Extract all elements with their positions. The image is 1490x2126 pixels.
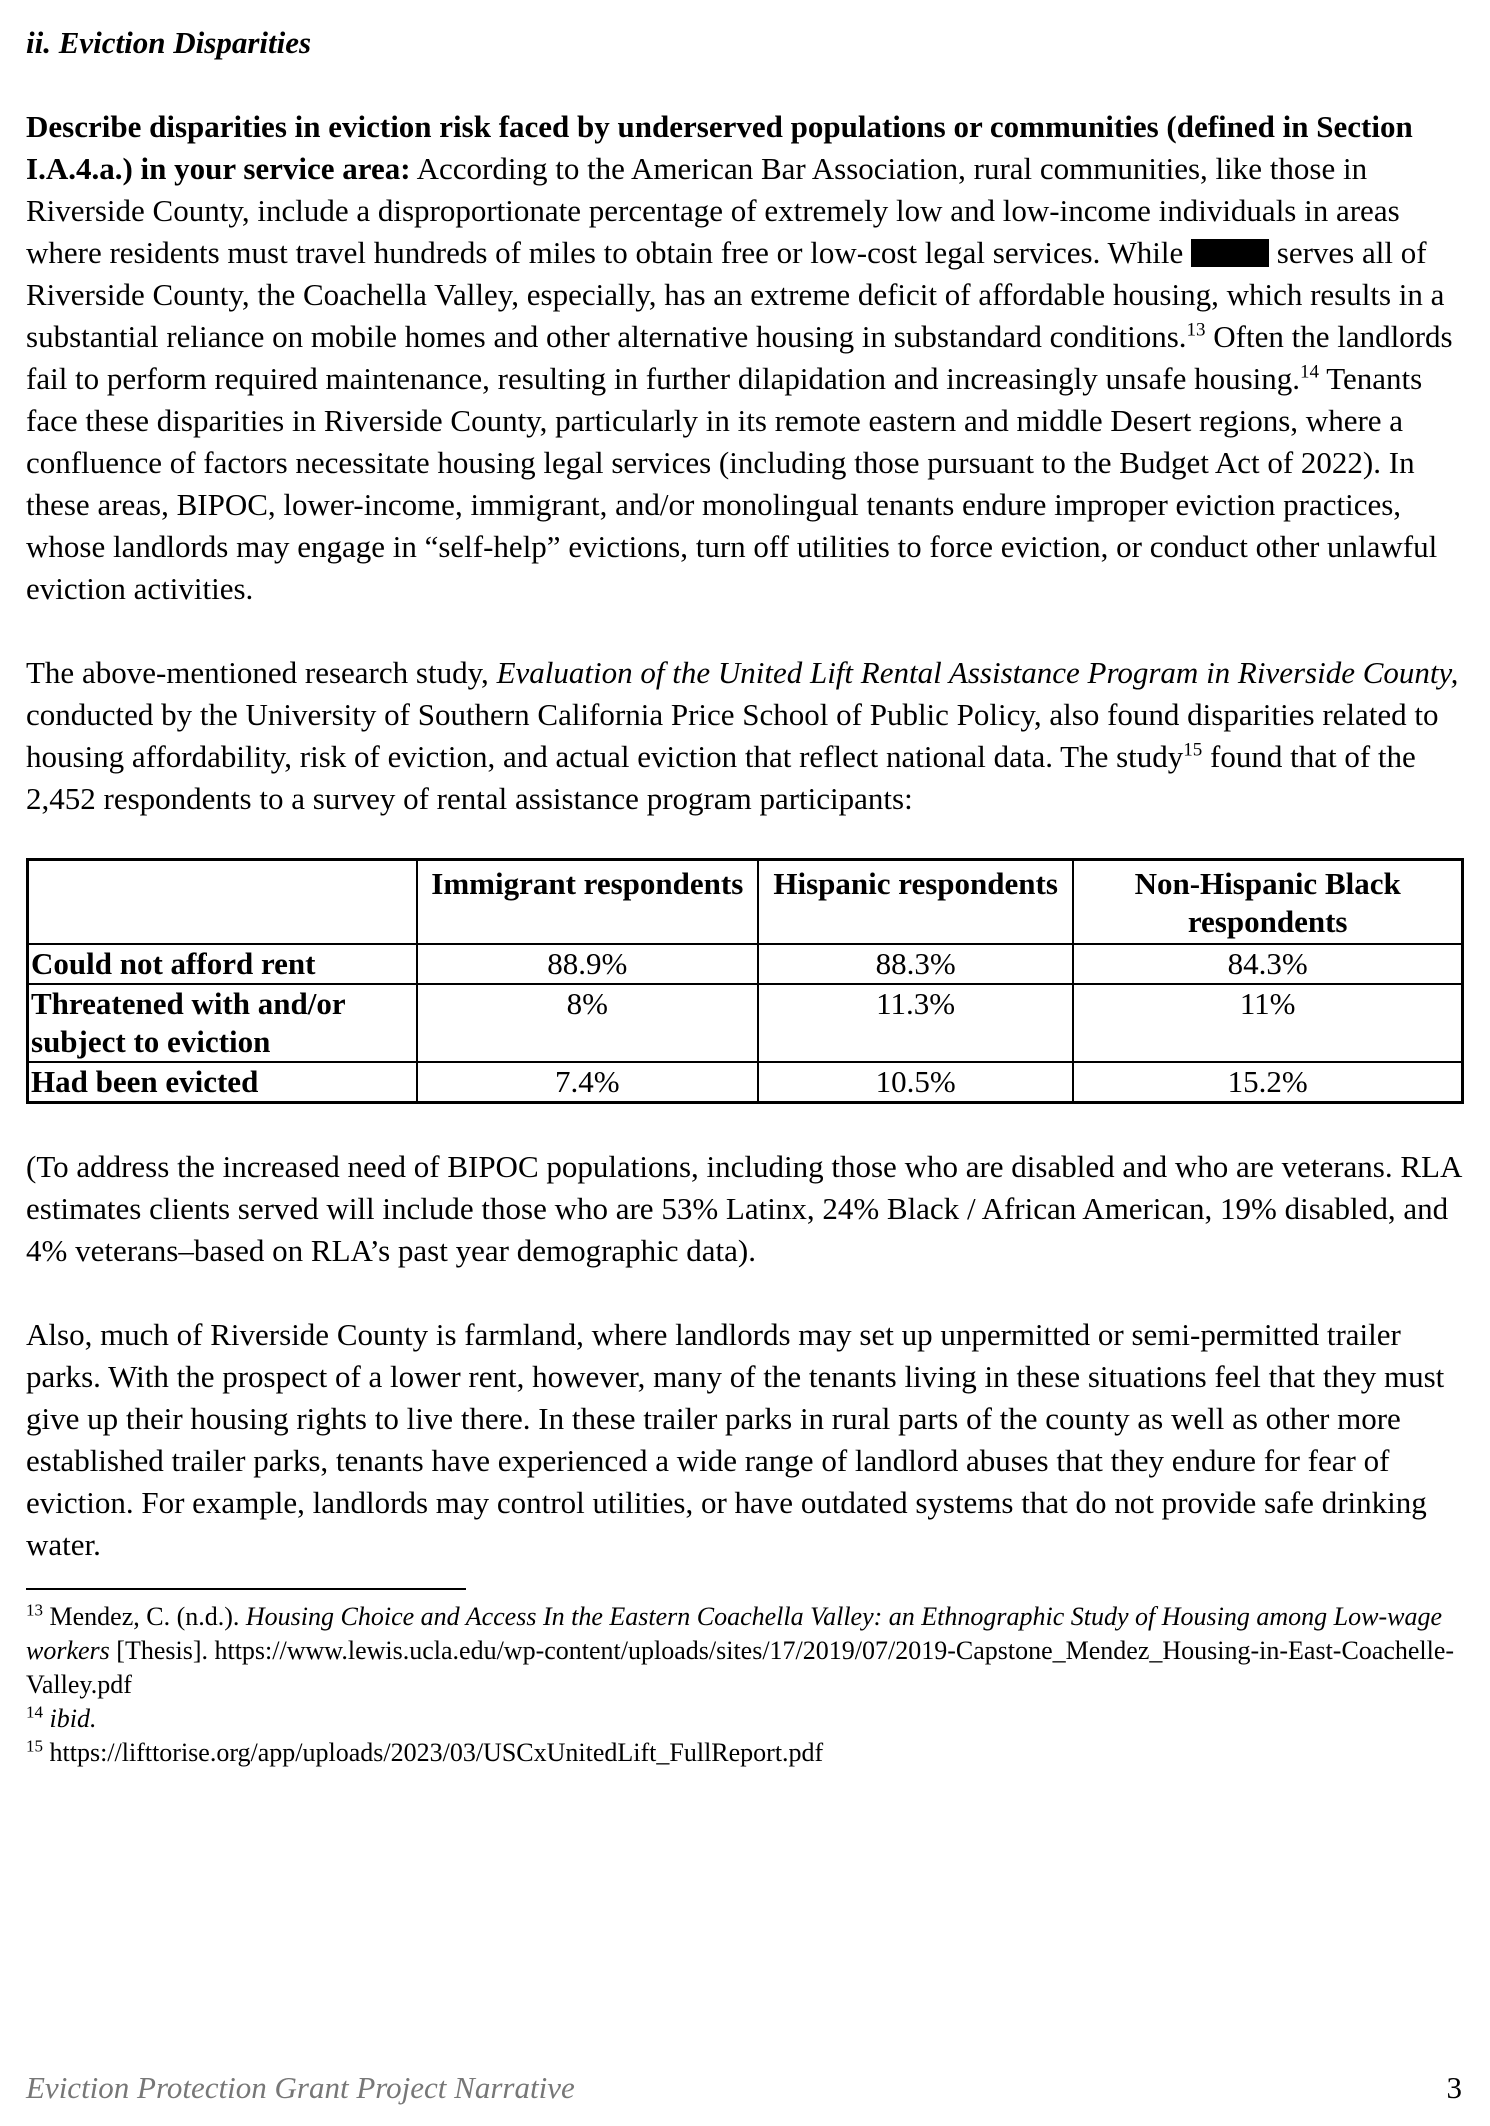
footnote-ref-15: 15 xyxy=(1183,739,1203,761)
page-footer xyxy=(26,2070,1462,2106)
footer-title: Eviction Protection Grant Project Narrative xyxy=(26,2070,575,2105)
footnote-14: $^{14}$ ibid. xyxy=(26,1702,97,1733)
study-title: Evaluation of the United Lift Rental Assistance Program in Riverside County, xyxy=(496,655,1459,690)
document-page xyxy=(26,22,1466,1770)
table-cell: 10.5% xyxy=(758,1062,1073,1103)
column-header: Non-Hispanic Black respondents xyxy=(1073,860,1462,945)
paragraph-farmland-trailer-parks: Also, much of Riverside County is farmland, where landlords may set up unpermitted or semi-permitted trailer parks. With the prospect of a lower rent, however, many of the tenants living in these situations feel that they must give up their housing rights to live there. In these trailer parks in rural parts of the county as well as other more established trailer parks, tenants have experienced a wide range of landlord abuses that they endure for fear of eviction. For example, landlords may control utilities, or have outdated systems that do not provide safe drinking water. xyxy=(26,1317,1445,1562)
column-header: Immigrant respondents xyxy=(417,860,758,945)
footnote-15: $^{15}$ https://lifttorise.org/app/uploads/2023/03/USCxUnitedLift_FullReport.pdf xyxy=(26,1736,824,1767)
footnote-13: $^{13}$ Mendez, C. (n.d.). Housing Choice and Access In the Eastern Coachella Valley: an Ethnographic Study of Housing among Low-wage workers [Thesis]. https://www.lewis.ucla.edu/wp-content/uploads/sites/17/2019/07/2019-Capstone_Mendez_Housing-in-East-Coachelle-Valley.pdf xyxy=(26,1600,1455,1699)
table-header-row xyxy=(28,860,1463,945)
table-cell: 15.2% xyxy=(1073,1062,1462,1103)
paragraph-bipoc-needs: (To address the increased need of BIPOC populations, including those who are disabled and who are veterans. RLA estimates clients served will include those who are 53% Latinx, 24% Black / African American, 19% disabled, and 4% veterans–based on RLA’s past year demographic data). xyxy=(26,1149,1461,1268)
paragraph-research-study: The above-mentioned research study, Evaluation of the United Lift Rental Assistance Program in Riverside County, conducted by the University of Southern California Price School of Public Policy, also found disparities related to housing affordability, risk of eviction, and actual eviction that reflect national data. The study$^{15}$ found that of the 2,452 respondents to a survey of rental assistance program participants: xyxy=(26,655,1459,816)
table-cell: 8% xyxy=(417,984,758,1062)
table-cell: 11.3% xyxy=(758,984,1073,1062)
table-corner-cell xyxy=(28,860,417,945)
table-row xyxy=(28,1062,1463,1103)
table-row xyxy=(28,984,1463,1062)
survey-results-table xyxy=(26,858,1464,1104)
footnote-ref-14: 14 xyxy=(1300,361,1320,383)
row-header: Had been evicted xyxy=(28,1062,417,1103)
table-cell: 11% xyxy=(1073,984,1462,1062)
page-number: 3 xyxy=(1446,2070,1462,2105)
table-row xyxy=(28,944,1463,984)
table-cell: 88.9% xyxy=(417,944,758,984)
section-heading: ii. Eviction Disparities xyxy=(26,25,312,60)
row-header: Threatened with and/or subject to eviction xyxy=(28,984,417,1062)
table-cell: 84.3% xyxy=(1073,944,1462,984)
table-cell: 7.4% xyxy=(417,1062,758,1103)
footnote-ref-13: 13 xyxy=(1186,319,1206,341)
row-header: Could not afford rent xyxy=(28,944,417,984)
table-cell: 88.3% xyxy=(758,944,1073,984)
question-prompt: Describe disparities in eviction risk faced by underserved populations or communities (defined in Section I.A.4.a.) in your service area: xyxy=(26,109,1413,186)
redaction-block xyxy=(1191,239,1269,267)
paragraph-eviction-disparities: Describe disparities in eviction risk faced by underserved populations or communities (defined in Section I.A.4.a.) in your service area: According to the American Bar Association, rural communities, like those in Riverside County, include a disproportionate percentage of extremely low and low-income individuals in areas where residents must travel hundreds of miles to obtain free or low-cost legal services. While serves all of Riverside County, the Coachella Valley, especially, has an extreme deficit of affordable housing, which results in a substantial reliance on mobile homes and other alternative housing in substandard conditions.$^{13}$ Often the landlords fail to perform required maintenance, resulting in further dilapidation and increasingly unsafe housing.$^{14}$ Tenants face these disparities in Riverside County, particularly in its remote eastern and middle Desert regions, where a confluence of factors necessitate housing legal services (including those pursuant to the Budget Act of 2022). In these areas, BIPOC, lower-income, immigrant, and/or monolingual tenants endure improper eviction practices, whose landlords may engage in “self-help” evictions, turn off utilities to force eviction, or conduct other unlawful eviction activities. xyxy=(26,109,1453,606)
column-header: Hispanic respondents xyxy=(758,860,1073,945)
footnote-divider xyxy=(26,1588,466,1590)
